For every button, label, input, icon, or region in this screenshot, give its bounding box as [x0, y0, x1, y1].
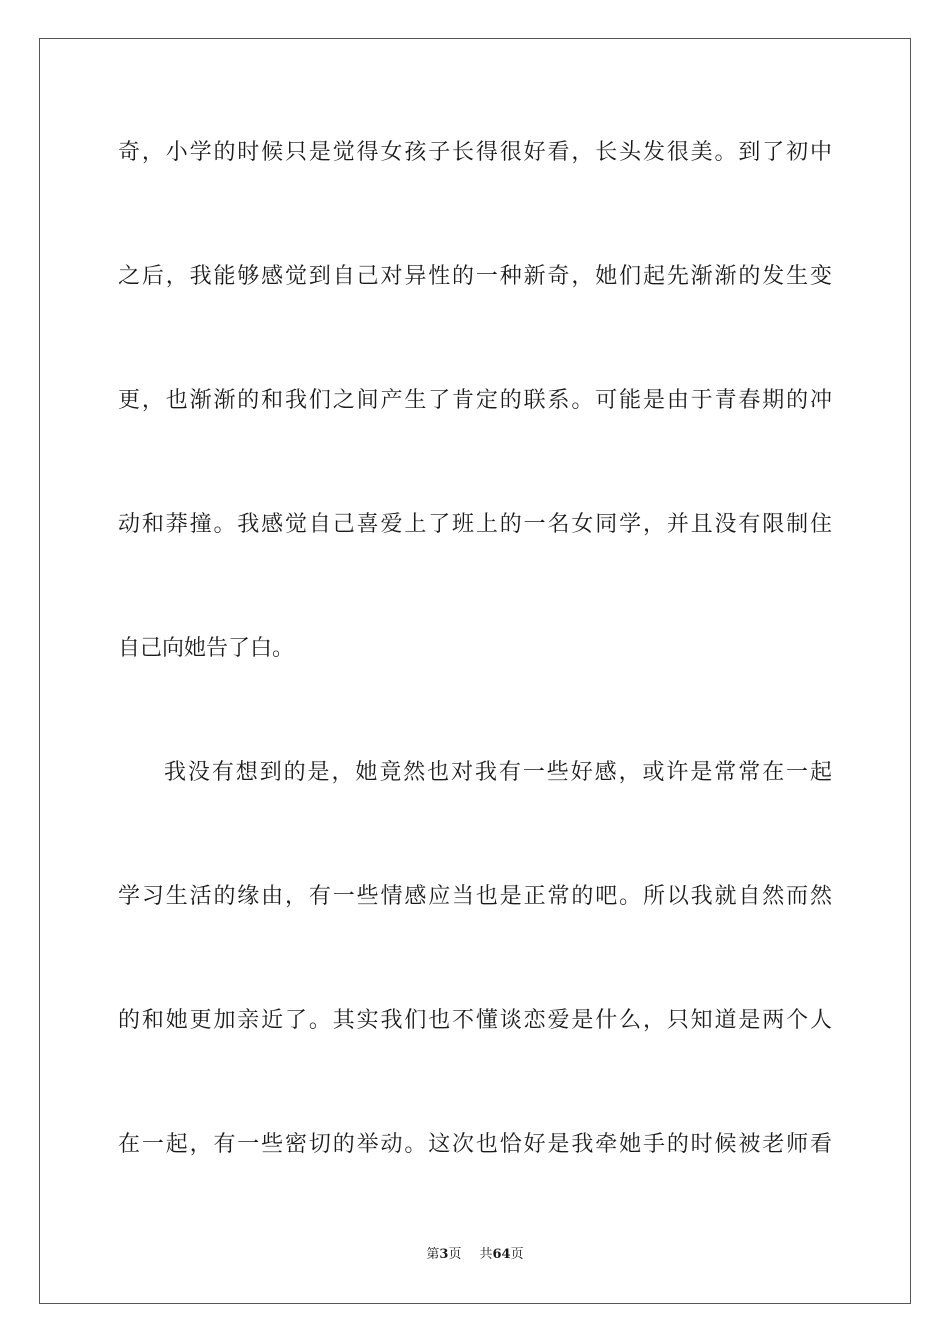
body-text-line-2: 之后，我能够感觉到自己对异性的一种新奇，她们起先渐渐的发生变 [118, 264, 832, 289]
body-text-line-8: 的和她更加亲近了。其实我们也不懂谈恋爱是什么，只知道是两个人 [118, 1008, 832, 1033]
page-footer [0, 1246, 950, 1264]
body-text-line-3: 更，也渐渐的和我们之间产生了肯定的联系。可能是由于青春期的冲 [118, 388, 832, 413]
body-text-line-7: 学习生活的缘由，有一些情感应当也是正常的吧。所以我就自然而然 [118, 884, 832, 909]
current-page-number: 3 [439, 1247, 449, 1262]
body-text-line-4: 动和莽撞。我感觉自己喜爱上了班上的一名女同学，并且没有限制住 [118, 512, 832, 537]
total-suffix: 页 [510, 1247, 524, 1262]
body-text-line-5: 自己向她告了白。 [118, 636, 295, 661]
body-text-line-1: 奇，小学的时候只是觉得女孩子长得很好看，长头发很美。到了初中 [118, 140, 832, 165]
page-border [39, 38, 911, 1304]
total-prefix: 共 [479, 1247, 493, 1262]
page-prefix: 第 [426, 1247, 440, 1262]
page-suffix: 页 [448, 1247, 462, 1262]
body-text-line-9: 在一起，有一些密切的举动。这次也恰好是我牵她手的时候被老师看 [118, 1132, 832, 1157]
total-page-number: 64 [492, 1247, 511, 1262]
body-text-line-6: 我没有想到的是，她竟然也对我有一些好感，或许是常常在一起 [164, 760, 832, 785]
